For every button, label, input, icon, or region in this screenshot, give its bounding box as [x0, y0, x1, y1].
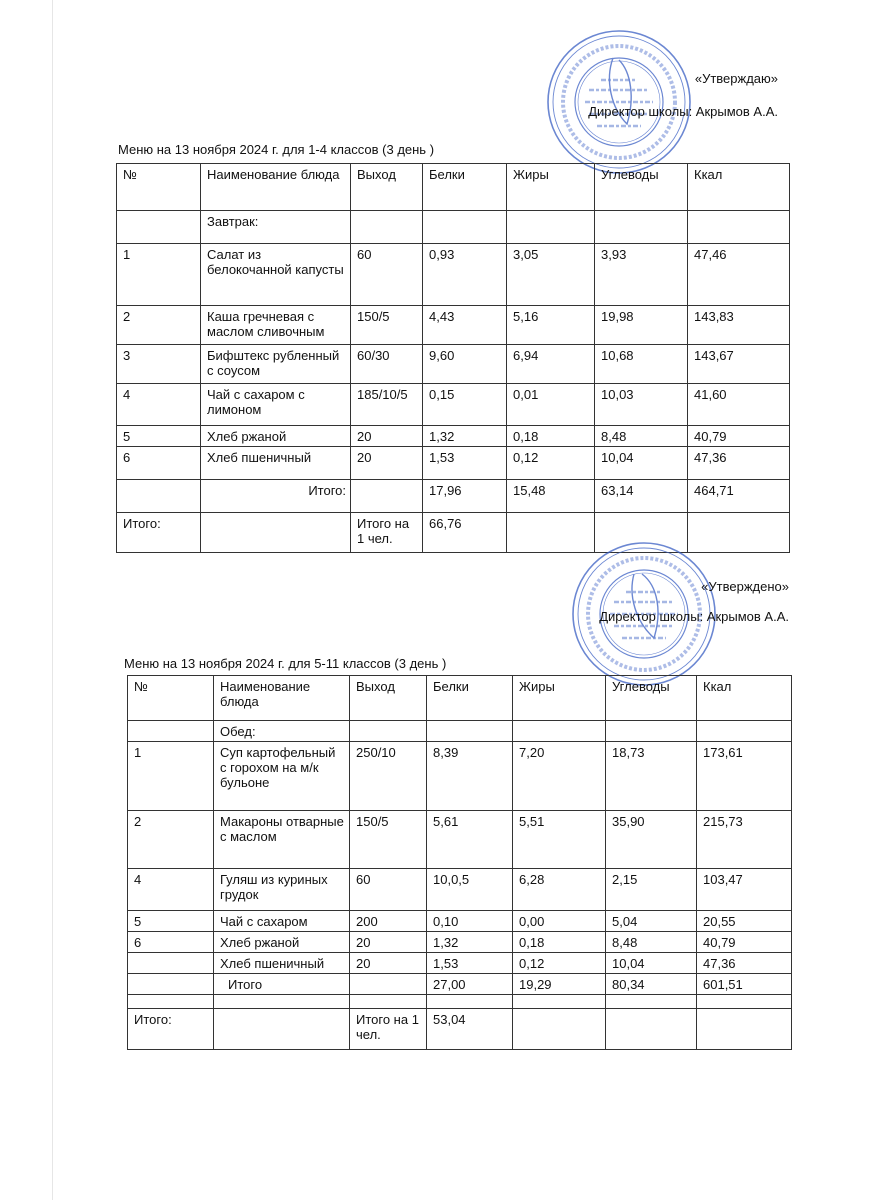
cell-fat: 6,94 [507, 345, 595, 384]
column-header: № [128, 676, 214, 721]
per-person-label: Итого на 1 чел. [351, 513, 423, 553]
subtotal-fat: 19,29 [513, 974, 606, 995]
column-header: Выход [351, 164, 423, 211]
cell-kcal: 173,61 [697, 742, 792, 811]
cell-portion: 150/5 [351, 306, 423, 345]
cell-kcal: 20,55 [697, 911, 792, 932]
cell-num: 2 [117, 306, 201, 345]
cell-portion: 250/10 [350, 742, 427, 811]
director-signature: Директор школы: Акрымов А.А. [588, 104, 778, 119]
meal-section-row [128, 721, 792, 742]
column-header: Ккал [688, 164, 790, 211]
subtotal-fat: 15,48 [507, 480, 595, 513]
cell-portion: 150/5 [350, 811, 427, 869]
table-row [128, 953, 792, 974]
cell-protein: 1,53 [427, 953, 513, 974]
cell-fat: 7,20 [513, 742, 606, 811]
cell-kcal: 47,46 [688, 244, 790, 306]
cell-num: 3 [117, 345, 201, 384]
menu-caption: Меню на 13 ноября 2024 г. для 5-11 классов (3 день ) [124, 656, 447, 671]
subtotal-protein: 17,96 [423, 480, 507, 513]
cell-fat: 0,18 [513, 932, 606, 953]
cell-kcal: 40,79 [688, 426, 790, 447]
cell-num: 1 [117, 244, 201, 306]
cell-carbs: 5,04 [606, 911, 697, 932]
table-row [128, 932, 792, 953]
cell-kcal: 103,47 [697, 869, 792, 911]
cell-protein: 4,43 [423, 306, 507, 345]
cell-protein: 1,32 [423, 426, 507, 447]
subtotal-row [117, 480, 790, 513]
cell-kcal: 143,83 [688, 306, 790, 345]
cell-fat: 0,00 [513, 911, 606, 932]
cell-num: 5 [128, 911, 214, 932]
cell-kcal: 47,36 [688, 447, 790, 480]
cell-fat: 3,05 [507, 244, 595, 306]
cell-fat: 0,12 [507, 447, 595, 480]
cell-carbs: 8,48 [595, 426, 688, 447]
cell-fat: 0,01 [507, 384, 595, 426]
approval-block [599, 576, 789, 628]
cell-protein: 0,93 [423, 244, 507, 306]
column-header: Жиры [513, 676, 606, 721]
cell-dish-name: Хлеб ржаной [214, 932, 350, 953]
menu-caption: Меню на 13 ноября 2024 г. для 1-4 классов (3 день ) [118, 142, 435, 157]
subtotal-carbs: 80,34 [606, 974, 697, 995]
cell-carbs: 3,93 [595, 244, 688, 306]
total-row [117, 513, 790, 553]
table-row [117, 384, 790, 426]
cell-protein: 9,60 [423, 345, 507, 384]
cell-dish-name: Хлеб пшеничный [214, 953, 350, 974]
cell-dish-name: Салат из белокочанной капусты [201, 244, 351, 306]
cell-carbs: 19,98 [595, 306, 688, 345]
cell-dish-name: Макароны отварные с маслом [214, 811, 350, 869]
cell-dish-name: Хлеб пшеничный [201, 447, 351, 480]
approval-block [588, 68, 778, 123]
cell-carbs: 8,48 [606, 932, 697, 953]
column-header: Белки [423, 164, 507, 211]
empty-row [128, 995, 792, 1009]
cell-protein: 1,32 [427, 932, 513, 953]
subtotal-protein: 27,00 [427, 974, 513, 995]
cell-protein: 10,0,5 [427, 869, 513, 911]
cell-portion: 60 [351, 244, 423, 306]
director-signature: Директор школы: Акрымов А.А. [599, 609, 789, 624]
cell-portion: 185/10/5 [351, 384, 423, 426]
cell-num: 4 [128, 869, 214, 911]
cell-portion: 200 [350, 911, 427, 932]
cell-portion: 20 [350, 932, 427, 953]
cell-kcal: 143,67 [688, 345, 790, 384]
cell-num: 5 [117, 426, 201, 447]
table-row [117, 447, 790, 480]
table-row [128, 742, 792, 811]
total-row [128, 1009, 792, 1050]
subtotal-label: Итого [214, 974, 350, 995]
cell-carbs: 2,15 [606, 869, 697, 911]
table-row [128, 811, 792, 869]
per-person-label: Итого на 1 чел. [350, 1009, 427, 1050]
cell-protein: 5,61 [427, 811, 513, 869]
approval-title: «Утверждаю» [694, 71, 778, 86]
cell-dish-name: Хлеб ржаной [201, 426, 351, 447]
column-header: Углеводы [606, 676, 697, 721]
cell-num: 4 [117, 384, 201, 426]
cell-kcal: 215,73 [697, 811, 792, 869]
cell-portion: 20 [350, 953, 427, 974]
table-row [128, 869, 792, 911]
menu-table-grades-5-11 [127, 675, 792, 1050]
approval-title: «Утверждено» [701, 579, 789, 594]
meal-label: Завтрак: [201, 211, 351, 244]
cell-fat: 5,51 [513, 811, 606, 869]
cell-kcal: 41,60 [688, 384, 790, 426]
cell-kcal: 47,36 [697, 953, 792, 974]
subtotal-label: Итого: [201, 480, 351, 513]
column-header: Наименование блюда [201, 164, 351, 211]
cell-protein: 0,10 [427, 911, 513, 932]
cell-fat: 0,12 [513, 953, 606, 974]
subtotal-kcal: 601,51 [697, 974, 792, 995]
column-header: Наименование блюда [214, 676, 350, 721]
total-label: Итого: [117, 513, 201, 553]
meal-section-row [117, 211, 790, 244]
cell-num: 6 [128, 932, 214, 953]
cell-protein: 0,15 [423, 384, 507, 426]
table-row [128, 911, 792, 932]
subtotal-kcal: 464,71 [688, 480, 790, 513]
per-person-value: 53,04 [427, 1009, 513, 1050]
cell-dish-name: Каша гречневая с маслом сливочным [201, 306, 351, 345]
table-row [117, 426, 790, 447]
cell-num [128, 953, 214, 974]
column-header: Углеводы [595, 164, 688, 211]
cell-protein: 8,39 [427, 742, 513, 811]
column-header: Белки [427, 676, 513, 721]
cell-protein: 1,53 [423, 447, 507, 480]
cell-portion: 60/30 [351, 345, 423, 384]
column-header: Жиры [507, 164, 595, 211]
per-person-value: 66,76 [423, 513, 507, 553]
cell-carbs: 35,90 [606, 811, 697, 869]
total-label: Итого: [128, 1009, 214, 1050]
table-row [117, 345, 790, 384]
column-header: Выход [350, 676, 427, 721]
cell-dish-name: Суп картофельный с горохом на м/к бульоне [214, 742, 350, 811]
menu-table-grades-1-4 [116, 163, 790, 553]
cell-fat: 0,18 [507, 426, 595, 447]
cell-dish-name: Бифштекс рубленный с соусом [201, 345, 351, 384]
cell-portion: 20 [351, 447, 423, 480]
subtotal-carbs: 63,14 [595, 480, 688, 513]
cell-carbs: 10,68 [595, 345, 688, 384]
table-row [117, 306, 790, 345]
cell-portion: 20 [351, 426, 423, 447]
cell-carbs: 10,04 [606, 953, 697, 974]
cell-carbs: 10,03 [595, 384, 688, 426]
meal-label: Обед: [214, 721, 350, 742]
cell-kcal: 40,79 [697, 932, 792, 953]
cell-num: 1 [128, 742, 214, 811]
cell-num: 2 [128, 811, 214, 869]
cell-dish-name: Чай с сахаром [214, 911, 350, 932]
table-header-row [117, 164, 790, 211]
cell-dish-name: Гуляш из куриных грудок [214, 869, 350, 911]
column-header: № [117, 164, 201, 211]
table-header-row [128, 676, 792, 721]
page-edge-line [52, 0, 53, 1200]
subtotal-row [128, 974, 792, 995]
cell-dish-name: Чай с сахаром с лимоном [201, 384, 351, 426]
cell-carbs: 10,04 [595, 447, 688, 480]
cell-num: 6 [117, 447, 201, 480]
cell-fat: 5,16 [507, 306, 595, 345]
cell-carbs: 18,73 [606, 742, 697, 811]
cell-fat: 6,28 [513, 869, 606, 911]
column-header: Ккал [697, 676, 792, 721]
table-row [117, 244, 790, 306]
cell-portion: 60 [350, 869, 427, 911]
